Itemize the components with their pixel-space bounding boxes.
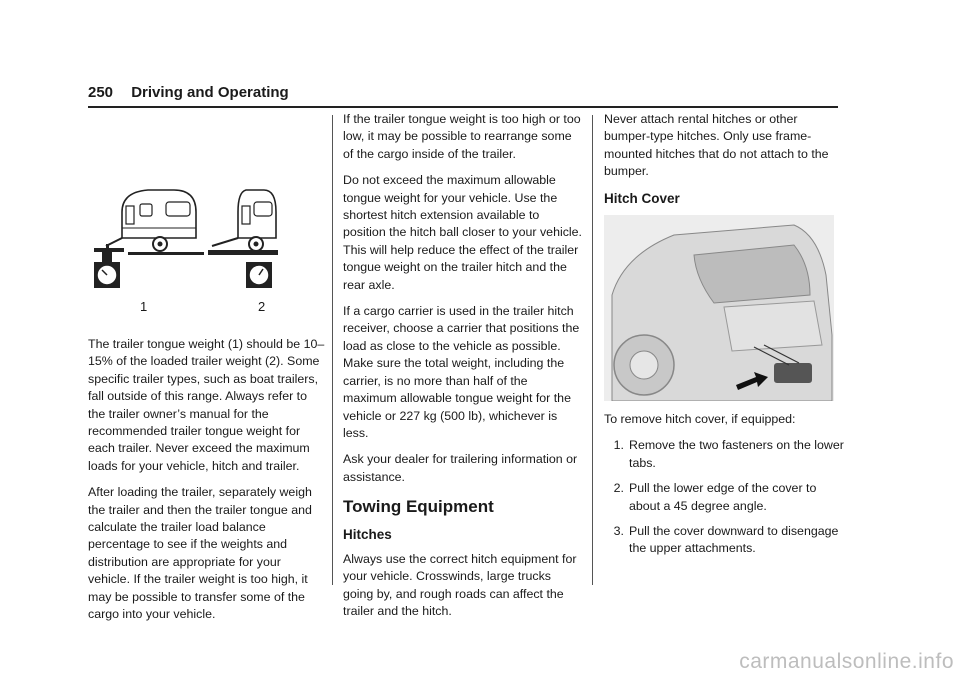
heading-hitches: Hitches bbox=[343, 526, 392, 542]
paragraph: Never attach rental hitches or other bumper-type hitches. Only use frame-mounted hitches that do not attach to the bumper. bbox=[604, 112, 829, 179]
paragraph: Always use the correct hitch equipment for your vehicle. Crosswinds, large trucks going by, and rough roads can affect the trailer and the hitch. bbox=[343, 551, 577, 619]
column-2 bbox=[343, 111, 583, 630]
column-1 bbox=[88, 150, 326, 633]
paragraph: If a cargo carrier is used in the trailer hitch receiver, choose a carrier that positions the load as close to the vehicle as possible. Make sure the total weight, including the carrier, is no more than half of the maximum allowable tongue weight for the vehicle or 227 kg (500 lb), whichever is less. bbox=[343, 304, 580, 440]
scale-gauge-1 bbox=[94, 262, 120, 288]
paragraph: The trailer tongue weight (1) should be 10–15% of the loaded trailer weight (2). Some specific trailer types, such as boat trailers, fall outside of this range. Always refer to the trailer owner’s manual for the recommended trailer tongue weight for each trailer. Never exceed the maximum loads for your vehicle, hitch and trailer. bbox=[88, 337, 325, 473]
paragraph: After loading the trailer, separately weigh the trailer and then the trailer tongue and calculate the trailer load balance percentage to see if the weights and distribution are appropriate for your vehicle. If the trailer weight is too high, it may be possible to transfer some of the cargo into your vehicle. bbox=[88, 485, 312, 622]
header-rule bbox=[88, 106, 838, 108]
column-divider-1 bbox=[332, 115, 333, 585]
removal-steps-list bbox=[604, 437, 844, 557]
list-item: 2. Pull the lower edge of the cover to about a 45 degree angle. bbox=[613, 481, 817, 513]
paragraph: To remove hitch cover, if equipped: bbox=[604, 412, 796, 427]
column-divider-2 bbox=[592, 115, 593, 585]
watermark: carmanualsonline.info bbox=[739, 650, 954, 673]
paragraph: Do not exceed the maximum allowable tongue weight for your vehicle. Use the shortest hitch extension available to position the hitch ball closer to your vehicle. This will help reduce the effect of the trailer tongue weight on the trailer hitch and the rear axle. bbox=[343, 173, 582, 292]
page-number: 250 bbox=[88, 84, 114, 101]
section-title: Driving and Operating bbox=[131, 84, 289, 101]
trailer-tongue-weight-figure bbox=[88, 150, 278, 292]
column-3 bbox=[604, 111, 844, 566]
paragraph: If the trailer tongue weight is too high or too low, it may be possible to rearrange some of the cargo inside of the trailer. bbox=[343, 112, 581, 161]
paragraph: Ask your dealer for trailering information or assistance. bbox=[343, 452, 578, 484]
hitch-cover-image bbox=[604, 215, 834, 401]
figure-label-2: 2 bbox=[258, 299, 266, 314]
heading-hitch-cover: Hitch Cover bbox=[604, 190, 680, 206]
scale-gauge-2 bbox=[246, 262, 272, 288]
list-item: 1. Remove the two fasteners on the lower tabs. bbox=[613, 438, 844, 470]
figure-label-1: 1 bbox=[140, 299, 148, 314]
trailer-illustration-2 bbox=[208, 190, 278, 255]
heading-towing-equipment: Towing Equipment bbox=[343, 497, 494, 517]
list-item: 3. Pull the cover downward to disengage the upper attachments. bbox=[613, 524, 839, 556]
page-header bbox=[88, 84, 289, 101]
